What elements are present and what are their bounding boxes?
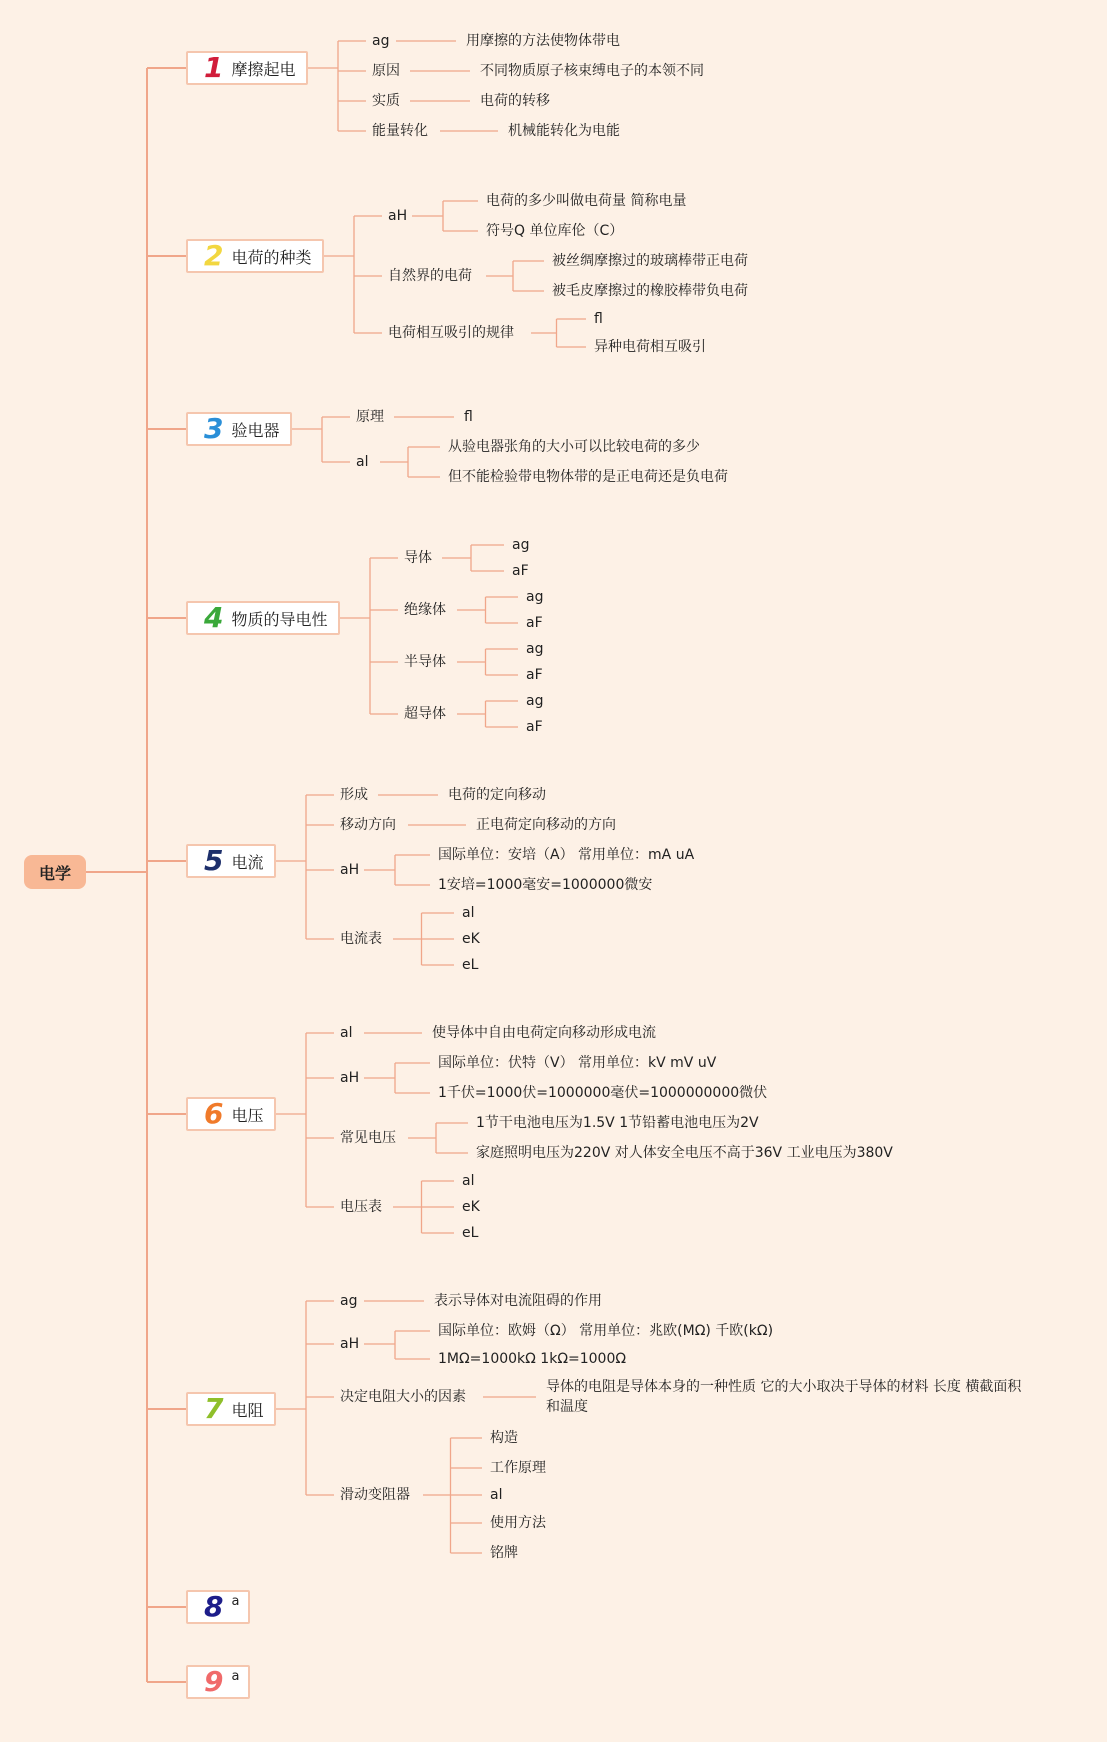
branch-label[interactable]: al — [340, 1025, 353, 1041]
child-leaf-text[interactable]: 电荷的多少叫做电荷量 简称电量 — [486, 193, 687, 209]
child-leaf-text[interactable]: 铭牌 — [490, 1545, 518, 1561]
section-number-badge: 5 — [204, 844, 224, 877]
section-label: 电压 — [231, 1105, 264, 1125]
child-leaf-text[interactable]: 符号Q 单位库伦（C） — [486, 223, 624, 239]
child-leaf-text[interactable]: al — [490, 1487, 503, 1503]
leaf-text[interactable]: 表示导体对电流阻碍的作用 — [434, 1293, 602, 1309]
leaf-text[interactable]: 机械能转化为电能 — [508, 123, 620, 139]
branch-label[interactable]: aH — [340, 1336, 360, 1352]
branch-label[interactable]: ag — [340, 1293, 358, 1309]
child-leaf-text[interactable]: 但不能检验带电物体带的是正电荷还是负电荷 — [448, 469, 728, 485]
branch-label[interactable]: 形成 — [340, 787, 368, 803]
section-number-badge: 1 — [204, 51, 224, 84]
child-leaf-text[interactable]: 国际单位：安培（A） 常用单位：mA uA — [438, 847, 695, 863]
branch-label[interactable]: al — [356, 454, 369, 470]
child-leaf-text[interactable]: 1MΩ=1000kΩ 1kΩ=1000Ω — [438, 1351, 627, 1367]
leaf-text[interactable]: 不同物质原子核束缚电子的本领不同 — [480, 63, 704, 79]
branch-label[interactable]: 滑动变阻器 — [340, 1487, 410, 1503]
branch-label[interactable]: ag — [372, 33, 390, 49]
section-3-node[interactable] — [186, 412, 292, 446]
child-leaf-text[interactable]: al — [462, 905, 475, 921]
section-label: 电流 — [231, 852, 264, 872]
leaf-text[interactable]: 导体的电阻是导体本身的一种性质 它的大小取决于导体的材料 长度 横截面积和温度 — [546, 1379, 1022, 1415]
child-leaf-text[interactable]: fl — [594, 311, 603, 327]
section-number-badge: 9 — [204, 1665, 224, 1698]
leaf-text[interactable]: fl — [464, 409, 473, 425]
branch-label[interactable]: 电荷相互吸引的规律 — [388, 325, 514, 341]
branch-label[interactable]: 实质 — [372, 93, 400, 109]
leaf-text[interactable]: 正电荷定向移动的方向 — [476, 817, 616, 833]
child-leaf-text[interactable]: eL — [462, 1225, 479, 1241]
child-leaf-text[interactable]: 使用方法 — [490, 1515, 546, 1531]
child-leaf-text[interactable]: 国际单位：欧姆（Ω） 常用单位：兆欧(MΩ) 千欧(kΩ) — [438, 1323, 774, 1339]
branch-label[interactable]: 导体 — [404, 550, 432, 566]
child-leaf-text[interactable]: 被毛皮摩擦过的橡胶棒带负电荷 — [552, 283, 748, 299]
child-leaf-text[interactable]: aF — [512, 563, 529, 579]
branch-label[interactable]: 能量转化 — [372, 123, 428, 139]
child-leaf-text[interactable]: ag — [526, 693, 544, 709]
section-label: 验电器 — [231, 420, 280, 440]
root-node-electricity[interactable]: 电学 — [24, 855, 86, 889]
section-2-node[interactable] — [186, 239, 324, 273]
branch-label[interactable]: aH — [340, 1070, 360, 1086]
section-number-badge: 6 — [204, 1097, 224, 1130]
child-leaf-text[interactable]: aF — [526, 615, 543, 631]
section-5-node[interactable] — [186, 844, 276, 878]
child-leaf-text[interactable]: aF — [526, 667, 543, 683]
section-4-node[interactable] — [186, 601, 340, 635]
section-number-badge: 4 — [204, 601, 224, 634]
branch-label[interactable]: 决定电阻大小的因素 — [340, 1389, 466, 1405]
branch-label[interactable]: 原理 — [356, 409, 384, 425]
section-8-node[interactable] — [186, 1590, 250, 1624]
child-leaf-text[interactable]: ag — [512, 537, 530, 553]
child-leaf-text[interactable]: 1千伏=1000伏=1000000毫伏=1000000000微伏 — [438, 1085, 768, 1101]
branch-label[interactable]: 绝缘体 — [404, 602, 446, 618]
section-label: a — [231, 1668, 240, 1684]
branch-label[interactable]: aH — [340, 862, 360, 878]
branch-label[interactable]: aH — [388, 208, 408, 224]
branch-label[interactable]: 半导体 — [404, 654, 446, 670]
branch-label[interactable]: 原因 — [372, 63, 400, 79]
section-label: 物质的导电性 — [231, 609, 328, 629]
branch-label[interactable]: 自然界的电荷 — [388, 268, 472, 284]
section-7-node[interactable] — [186, 1392, 276, 1426]
child-leaf-text[interactable]: 异种电荷相互吸引 — [594, 339, 706, 355]
child-leaf-text[interactable]: 构造 — [490, 1430, 518, 1446]
branch-label[interactable]: 移动方向 — [340, 817, 396, 833]
leaf-text[interactable]: 用摩擦的方法使物体带电 — [466, 33, 620, 49]
branch-label[interactable]: 超导体 — [404, 706, 446, 722]
leaf-text[interactable]: 电荷的转移 — [480, 93, 550, 109]
section-label: a — [231, 1593, 240, 1609]
child-leaf-text[interactable]: eL — [462, 957, 479, 973]
child-leaf-text[interactable]: 被丝绸摩擦过的玻璃棒带正电荷 — [552, 253, 748, 269]
child-leaf-text[interactable]: eK — [462, 1199, 480, 1215]
child-leaf-text[interactable]: ag — [526, 589, 544, 605]
section-number-badge: 8 — [204, 1590, 224, 1623]
child-leaf-text[interactable]: eK — [462, 931, 480, 947]
child-leaf-text[interactable]: ag — [526, 641, 544, 657]
section-number-badge: 2 — [204, 239, 224, 272]
section-label: 电荷的种类 — [231, 247, 312, 267]
section-number-badge: 3 — [204, 412, 224, 445]
leaf-text[interactable]: 使导体中自由电荷定向移动形成电流 — [432, 1025, 656, 1041]
child-leaf-text[interactable]: 工作原理 — [490, 1460, 546, 1476]
branch-label[interactable]: 电流表 — [340, 931, 382, 947]
section-6-node[interactable] — [186, 1097, 276, 1131]
child-leaf-text[interactable]: 从验电器张角的大小可以比较电荷的多少 — [448, 439, 700, 455]
child-leaf-text[interactable]: 国际单位：伏特（V） 常用单位：kV mV uV — [438, 1055, 717, 1071]
child-leaf-text[interactable]: aF — [526, 719, 543, 735]
child-leaf-text[interactable]: 家庭照明电压为220V 对人体安全电压不高于36V 工业电压为380V — [476, 1145, 893, 1161]
section-1-node[interactable] — [186, 51, 308, 85]
branch-label[interactable]: 常见电压 — [340, 1130, 396, 1146]
leaf-text[interactable]: 电荷的定向移动 — [448, 787, 546, 803]
section-label: 摩擦起电 — [231, 59, 296, 79]
child-leaf-text[interactable]: al — [462, 1173, 475, 1189]
section-label: 电阻 — [231, 1400, 264, 1420]
branch-label[interactable]: 电压表 — [340, 1199, 382, 1215]
child-leaf-text[interactable]: 1安培=1000毫安=1000000微安 — [438, 877, 653, 893]
section-number-badge: 7 — [204, 1392, 224, 1425]
section-9-node[interactable] — [186, 1665, 250, 1699]
child-leaf-text[interactable]: 1节干电池电压为1.5V 1节铅蓄电池电压为2V — [476, 1115, 759, 1131]
